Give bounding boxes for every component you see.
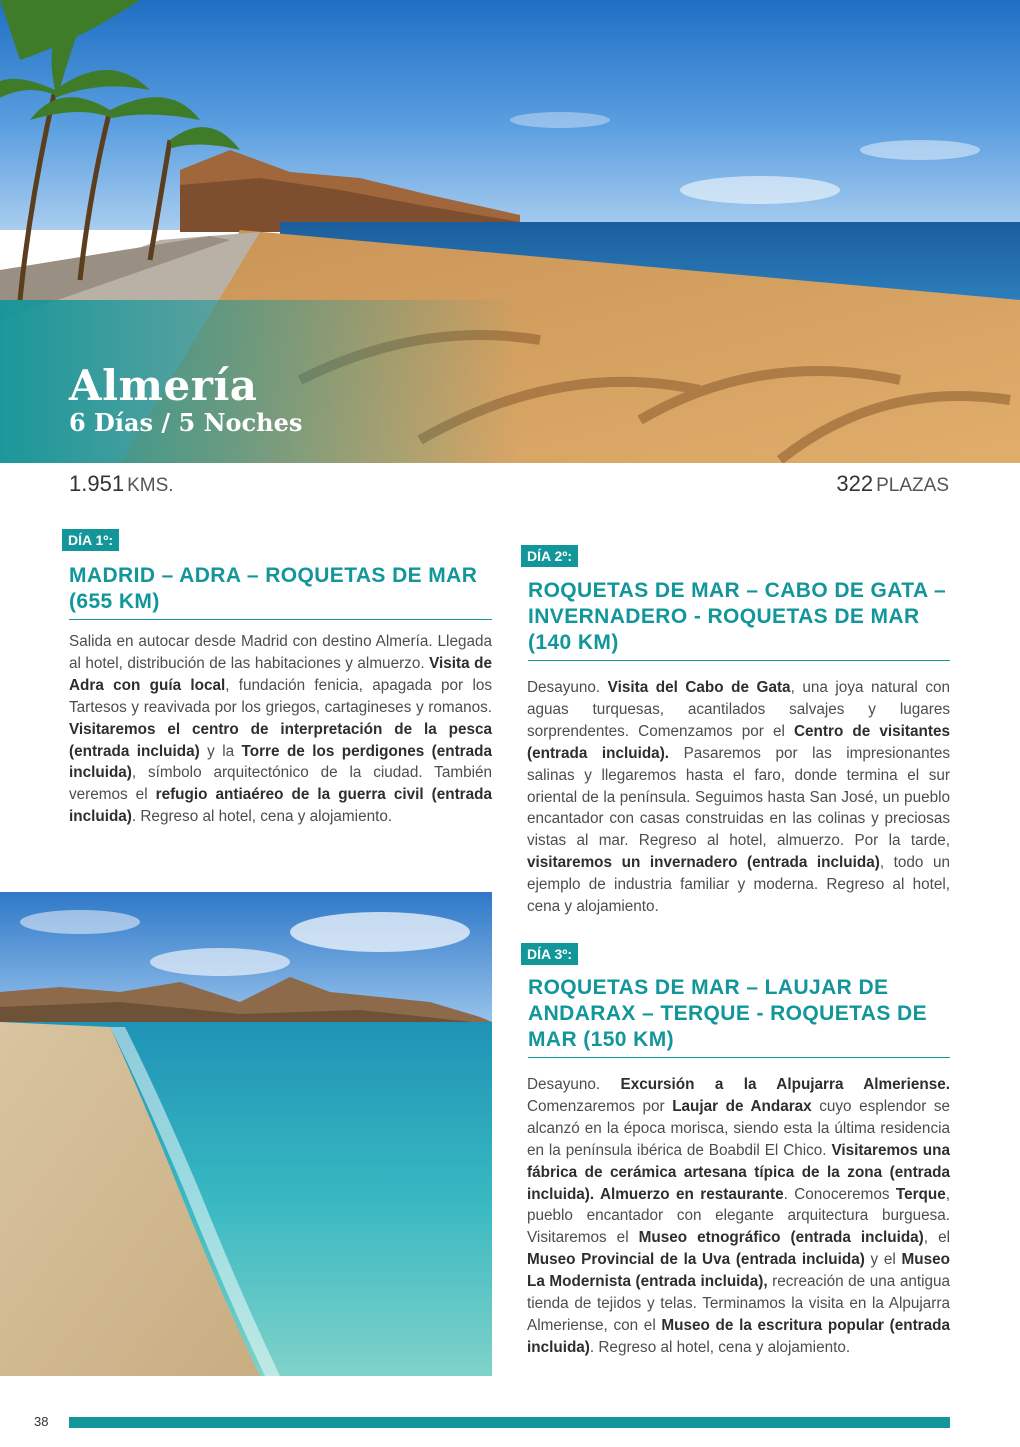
body-text: y la [199,742,242,760]
body-text: cuyo esplendor se alcanzó en la época morisca, siendo esta la última residencia en la península ibérica de Boabdil El Chico. [527,1097,951,1159]
day-3-title: ROQUETAS DE MAR – LAUJAR DE ANDARAX – TERQUE - ROQUETAS DE MAR (150 KM) [528,975,950,1058]
highlight-text: Torre de los perdigones (entrada incluida) [69,742,492,782]
body-text: . Conoceremos [783,1185,896,1203]
highlight-text: Visitaremos el centro de interpretación de la pesca (entrada incluida) [69,720,492,760]
highlight-text: Museo La Modernista (entrada incluida), [527,1251,950,1291]
highlight-text: Visita de Adra con guía local [69,654,492,694]
highlight-text: Museo de la escritura popular (entrada incluida) [527,1316,950,1356]
page-subtitle: 6 Días / 5 Noches [69,408,303,437]
highlight-text: Museo etnográfico (entrada incluida) [638,1229,924,1247]
body-text: recreación de una antigua tienda de tejidos y telas. Terminamos la visita en la Alpujarra Almeriense, con el [527,1273,950,1334]
distance-value: 1.951 [69,471,125,496]
highlight-text: refugio antiaéreo de la guerra civil (entrada incluida) [69,786,492,826]
page-number: 38 [34,1414,49,1429]
highlight-text: Visitaremos una fábrica de cerámica artesana típica de la zona (entrada incluida). Almuerzo en restaurante [527,1141,950,1203]
body-text: . Regreso al hotel, cena y alojamiento. [131,808,393,826]
highlight-text: Centro de visitantes (entrada incluida). [527,722,950,762]
page-title: Almería [69,361,258,410]
day-3-badge: DÍA 3º: [521,943,578,965]
seats-unit: PLAZAS [876,475,949,496]
turquoise-beach-image [0,892,492,1376]
day-3-description [527,1074,950,1359]
seats-value: 322 [836,471,874,496]
body-text: Comenzaremos por [527,1097,673,1115]
day-1-badge: DÍA 1º: [62,529,119,551]
highlight-text: Visita del Cabo de Gata [607,679,791,696]
body-text: Desayuno. [527,1076,621,1093]
day-1-title: MADRID – ADRA – ROQUETAS DE MAR (655 KM) [69,563,492,620]
body-text: Desayuno. [527,679,608,696]
body-text: y el [864,1251,902,1269]
body-text: , todo un ejemplo de industria familiar y moderna. Regreso al hotel, cena y alojamiento. [527,854,950,916]
day-2-description [527,677,950,918]
body-text: . Regreso al hotel, cena y alojamiento. [589,1338,851,1356]
highlight-text: Laujar de Andarax [672,1097,812,1115]
body-text: Salida en autocar desde Madrid con destino Almería. Llegada al hotel, distribución de las habitaciones y almuerzo. [69,633,492,672]
body-text: , fundación fenicia, apagada por los Tartesos y reavivada por los griegos, cartagineses y romanos. [69,676,492,716]
distance-stat [69,470,174,500]
body-text: , una joya natural con aguas turquesas, acantilados salvajes y lugares sorprendentes. Comenzamos por el [527,679,950,740]
day-2-title: ROQUETAS DE MAR – CABO DE GATA – INVERNADERO - ROQUETAS DE MAR (140 KM) [528,578,950,661]
highlight-text: Museo Provincial de la Uva (entrada incluida) [527,1251,865,1269]
distance-unit: KMS. [127,475,174,496]
footer-bar [69,1417,950,1428]
day-2-badge: DÍA 2º: [521,545,578,567]
body-text: Pasaremos por las impresionantes salinas y llegaremos hasta el faro, donde termina el sur oriental de la península. Seguimos hasta San José, un pueblo encantador con casas construidas en las colinas y preciosas vistas al mar. Regreso al hotel, almuerzo. Por la tarde, [527,744,950,850]
highlight-text: visitaremos un invernadero (entrada incluida) [527,854,880,872]
beach-photo [0,892,492,1376]
hero-photo [0,0,1020,463]
body-text: , símbolo arquitectónico de la ciudad. También veremos el [69,764,492,804]
highlight-text: Terque [895,1185,946,1203]
day-1-description [69,631,492,828]
highlight-text: Excursión a la Alpujarra Almeriense. [620,1076,950,1093]
seats-stat [836,470,949,500]
body-text: , pueblo encantador con elegante arquitectura burguesa. Visitaremos el [527,1185,950,1247]
body-text: , el [923,1229,950,1247]
